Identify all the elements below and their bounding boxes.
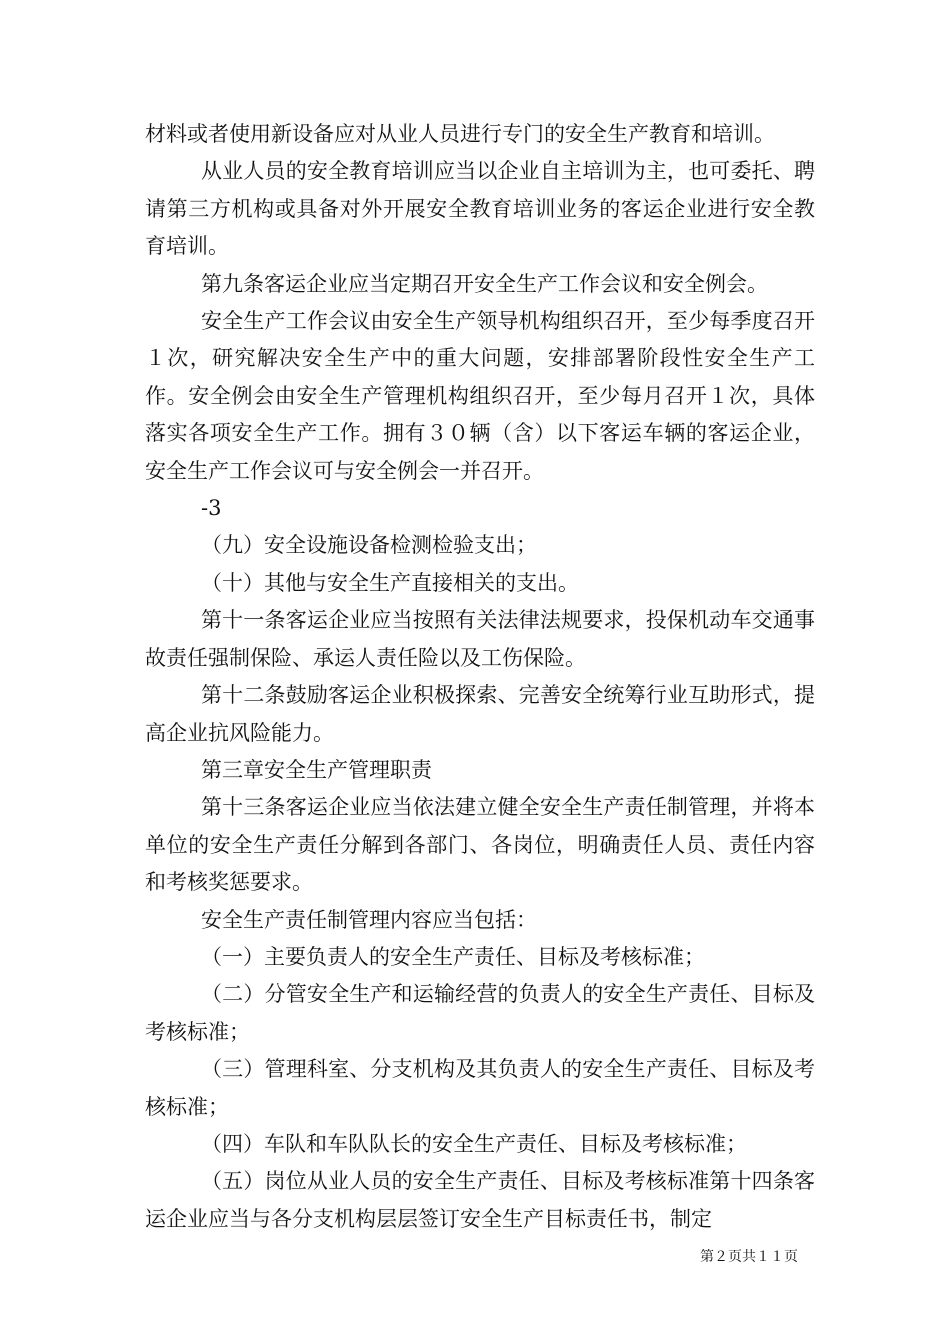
paragraph-4: 安全生产工作会议由安全生产领导机构组织召开，至少每季度召开１次，研究解决安全生产中的重大问题，安排部署阶段性安全生产工作。安全例会由安全生产管理机构组织召开，至少每月召开１次，具体落实各项安全生产工作。拥有３０辆（含）以下客运车辆的客运企业，安全生产工作会议可与安全例会一并召开。 xyxy=(145,309,815,483)
paragraph-article-9: 第九条客运企业应当定期召开安全生产工作会议和安全例会。 xyxy=(201,271,768,296)
list-item-4: （四）车队和车队队长的安全生产责任、目标及考核标准； xyxy=(201,1131,747,1156)
paragraph-article-13: 第十三条客运企业应当依法建立健全安全生产责任制管理，并将本单位的安全生产责任分解到各部门、各岗位，明确责任人员、责任内容和考核奖惩要求。 xyxy=(145,795,815,895)
paragraph-article-12: 第十二条鼓励客运企业积极探索、完善安全统筹行业互助形式，提高企业抗风险能力。 xyxy=(145,683,815,745)
list-item-2: （二）分管安全生产和运输经营的负责人的安全生产责任、目标及考核标准； xyxy=(145,982,815,1044)
list-item-1: （一）主要负责人的安全生产责任、目标及考核标准； xyxy=(201,944,705,969)
list-item-3: （三）管理科室、分支机构及其负责人的安全生产责任、目标及考核标准； xyxy=(145,1057,815,1119)
paragraph-1: 材料或者使用新设备应对从业人员进行专门的安全生产教育和培训。 xyxy=(145,122,775,146)
list-item-9: （九）安全设施设备检测检验支出； xyxy=(201,533,537,558)
page-marker: -3 xyxy=(201,496,222,521)
paragraph-contents-intro: 安全生产责任制管理内容应当包括： xyxy=(201,907,537,932)
list-item-5: （五）岗位从业人员的安全生产责任、目标及考核标准第十四条客运企业应当与各分支机构层层签订安全生产目标责任书，制定 xyxy=(145,1169,815,1231)
paragraph-2: 从业人员的安全教育培训应当以企业自主培训为主，也可委托、聘请第三方机构或具备对外开展安全教育培训业务的客运企业进行安全教育培训。 xyxy=(145,159,815,259)
chapter-heading: 第三章安全生产管理职责 xyxy=(201,757,432,782)
list-item-10: （十）其他与安全生产直接相关的支出。 xyxy=(201,570,579,595)
document-body xyxy=(145,116,815,1238)
paragraph-article-11: 第十一条客运企业应当按照有关法律法规要求，投保机动车交通事故责任强制保险、承运人责任险以及工伤保险。 xyxy=(145,608,815,670)
page-number-footer: 第２页共１１页 xyxy=(700,1249,798,1265)
